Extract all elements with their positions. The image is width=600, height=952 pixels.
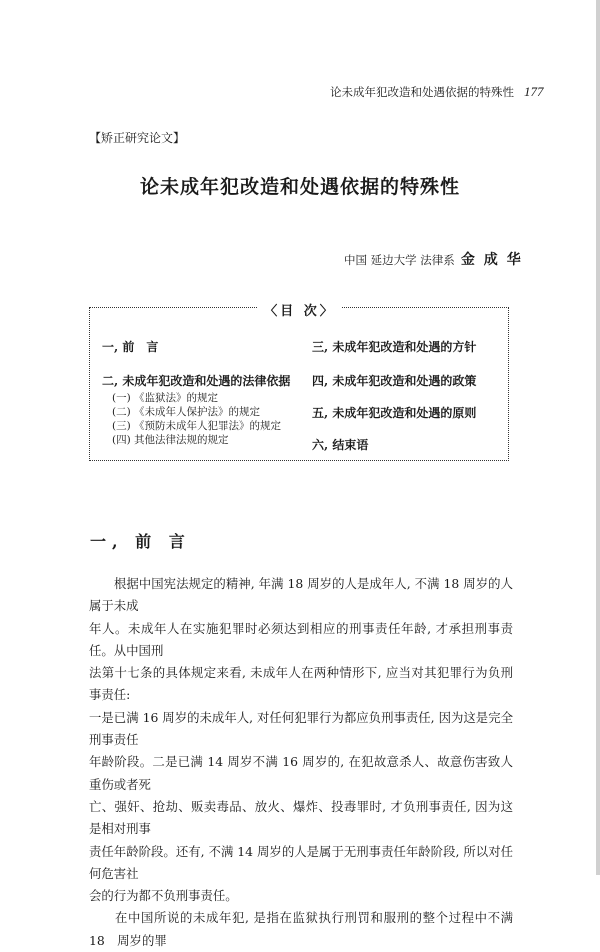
page-edge <box>596 0 600 875</box>
body-line: 会的行为都不负刑事责任。 <box>89 888 238 904</box>
toc-item-3[interactable]: 三, 未成年犯改造和处遇的方针 <box>312 340 477 354</box>
toc-item-4[interactable]: 四, 未成年犯改造和处遇的政策 <box>312 374 477 388</box>
body-line: 法第十七条的具体规定来看, 未成年人在两种情形下, 应当对其犯罪行为负刑事责任: <box>89 665 513 703</box>
toc-subitem[interactable]: (三) 《预防未成年人犯罪法》的规定 <box>112 420 282 432</box>
toc-subitem[interactable]: (二) 《未成年人保护法》的规定 <box>112 406 261 418</box>
table-of-contents <box>89 304 509 461</box>
page-number: 177 <box>524 84 544 99</box>
running-title: 论未成年犯改造和处遇依据的特殊性 <box>330 85 514 99</box>
body-line: 一是已满 16 周岁的未成年人, 对任何犯罪行为都应负刑事责任, 因为这是完全刑事责任 <box>89 709 513 748</box>
toc-item-6[interactable]: 六, 结束语 <box>312 438 369 452</box>
toc-subitem[interactable]: (四) 其他法律法规的规定 <box>112 434 229 446</box>
author-line <box>344 249 530 269</box>
article-category: 【矫正研究论文】 <box>89 131 186 145</box>
body-line: 根据中国宪法规定的精神, 年满 18 周岁的人是成年人, 不满 18 周岁的人属于未成 <box>89 576 513 614</box>
author-name: 金成华 <box>460 252 530 268</box>
article-title: 论未成年犯改造和处遇依据的特殊性 <box>139 176 460 198</box>
body-line: 年龄阶段。二是已满 14 周岁不满 16 周岁的, 在犯故意杀人、故意伤害致人重伤或者死 <box>89 754 513 792</box>
body-line: 亡、强奸、抢劫、贩卖毒品、放火、爆炸、投毒罪时, 才负刑事责任, 因为这是相对刑事 <box>89 798 513 837</box>
author-affiliation: 中国 延边大学 法律系 <box>344 253 455 267</box>
toc-heading: 〈目 次〉 <box>258 304 342 319</box>
body-line: 年人。未成年人在实施犯罪时必须达到相应的刑事责任年龄, 才承担刑事责任。从中国刑 <box>89 620 513 658</box>
toc-heading-wrap <box>90 300 510 319</box>
section-heading: 一, 前 言 <box>90 532 191 551</box>
toc-item-2[interactable]: 二, 未成年犯改造和处遇的法律依据 <box>102 374 291 388</box>
toc-item-5[interactable]: 五, 未成年犯改造和处遇的原则 <box>312 406 477 420</box>
body-text <box>89 573 526 952</box>
body-line: 在中国所说的未成年犯, 是指在监狱执行刑罚和服刑的整个过程中不满 18 周岁的罪 <box>89 910 526 948</box>
toc-item-1[interactable]: 一, 前 言 <box>102 340 159 354</box>
running-header <box>330 84 544 100</box>
body-line: 责任年龄阶段。还有, 不满 14 周岁的人是属于无刑事责任年龄阶段, 所以对任何危害社 <box>89 843 513 881</box>
toc-subitem[interactable]: (一) 《监狱法》的规定 <box>112 392 219 404</box>
